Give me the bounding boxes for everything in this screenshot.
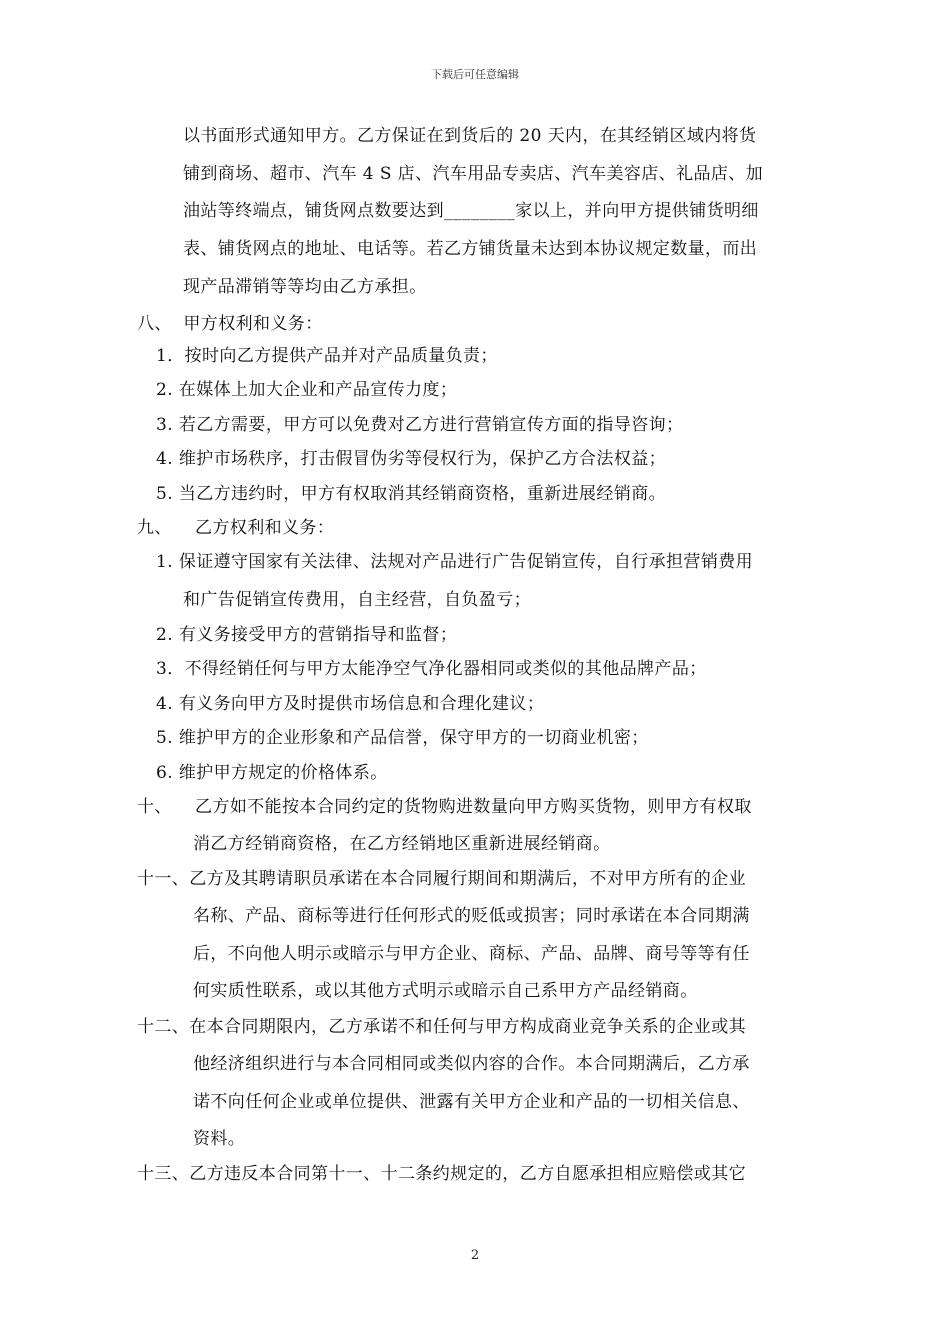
paragraph-line: 油站等终端点，铺货网点数要达到________家以上，并向甲方提供铺货明细 [183,201,759,221]
list-item: 1．按时向乙方提供产品并对产品质量负责； [156,346,498,366]
list-item: 6. 维护甲方规定的价格体系。 [156,763,388,783]
page-header: 下载后可任意编辑 [431,68,519,81]
list-item: 2. 有义务接受甲方的营销指导和监督； [156,625,458,645]
list-item: 5. 维护甲方的企业形象和产品信誉，保守甲方的一切商业机密； [156,728,649,748]
list-item: 4. 有义务向甲方及时提供市场信息和合理化建议； [156,694,545,714]
list-item: 1. 保证遵守国家有关法律、法规对产品进行广告促销宣传，自行承担营销费用 [156,552,754,572]
list-item: 5. 当乙方违约时，甲方有权取消其经销商资格，重新进展经销商。 [156,484,667,504]
page-number: 2 [470,1248,480,1263]
clause-continuation: 后，不向他人明示或暗示与甲方企业、商标、产品、品牌、商号等等有任 [193,944,750,964]
list-item: 3．不得经销任何与甲方太能净空气净化器相同或类似的其他品牌产品； [156,659,707,679]
list-item: 2. 在媒体上加大企业和产品宣传力度； [156,380,458,400]
clause-continuation: 他经济组织进行与本合同相同或类似内容的合作。本合同期满后，乙方承 [193,1054,750,1074]
clause-continuation: 消乙方经销商资格，在乙方经销地区重新进展经销商。 [193,834,611,854]
section-clause: 十二、在本合同期限内，乙方承诺不和任何与甲方构成商业竞争关系的企业或其 [137,1017,746,1037]
section-clause: 十、 乙方如不能按本合同约定的货物购进数量向甲方购买货物，则甲方有权取 [137,797,752,817]
paragraph-line: 铺到商场、超市、汽车 4 S 店、汽车用品专卖店、汽车美容店、礼品店、加 [183,164,764,184]
section-clause: 十三、乙方违反本合同第十一、十二条约规定的，乙方自愿承担相应赔偿或其它 [137,1164,746,1184]
clause-continuation: 名称、产品、商标等进行任何形式的贬低或损害；同时承诺在本合同期满 [193,906,750,926]
list-item: 3. 若乙方需要，甲方可以免费对乙方进行营销宣传方面的指导咨询； [156,415,684,435]
paragraph-line: 以书面形式通知甲方。乙方保证在到货后的 20 天内，在其经销区域内将货 [183,126,757,146]
section-heading: 九、 乙方权利和义务： [137,518,335,538]
section-clause: 十一、乙方及其聘请职员承诺在本合同履行期间和期满后，不对甲方所有的企业 [137,869,746,889]
list-item-continuation: 和广告促销宣传费用，自主经营，自负盈亏； [183,590,531,610]
clause-continuation: 何实质性联系，或以其他方式明示或暗示自己系甲方产品经销商。 [193,981,698,1001]
clause-continuation: 资料。 [193,1129,246,1149]
section-heading: 八、 甲方权利和义务： [137,314,323,334]
paragraph-line: 现产品滞销等等均由乙方承担。 [183,277,427,297]
clause-continuation: 诺不向任何企业或单位提供、泄露有关甲方企业和产品的一切相关信息、 [193,1092,750,1112]
paragraph-line: 表、铺货网点的地址、电话等。若乙方铺货量未达到本协议规定数量，而出 [183,239,758,259]
list-item: 4. 维护市场秩序，打击假冒伪劣等侵权行为，保护乙方合法权益； [156,449,667,469]
